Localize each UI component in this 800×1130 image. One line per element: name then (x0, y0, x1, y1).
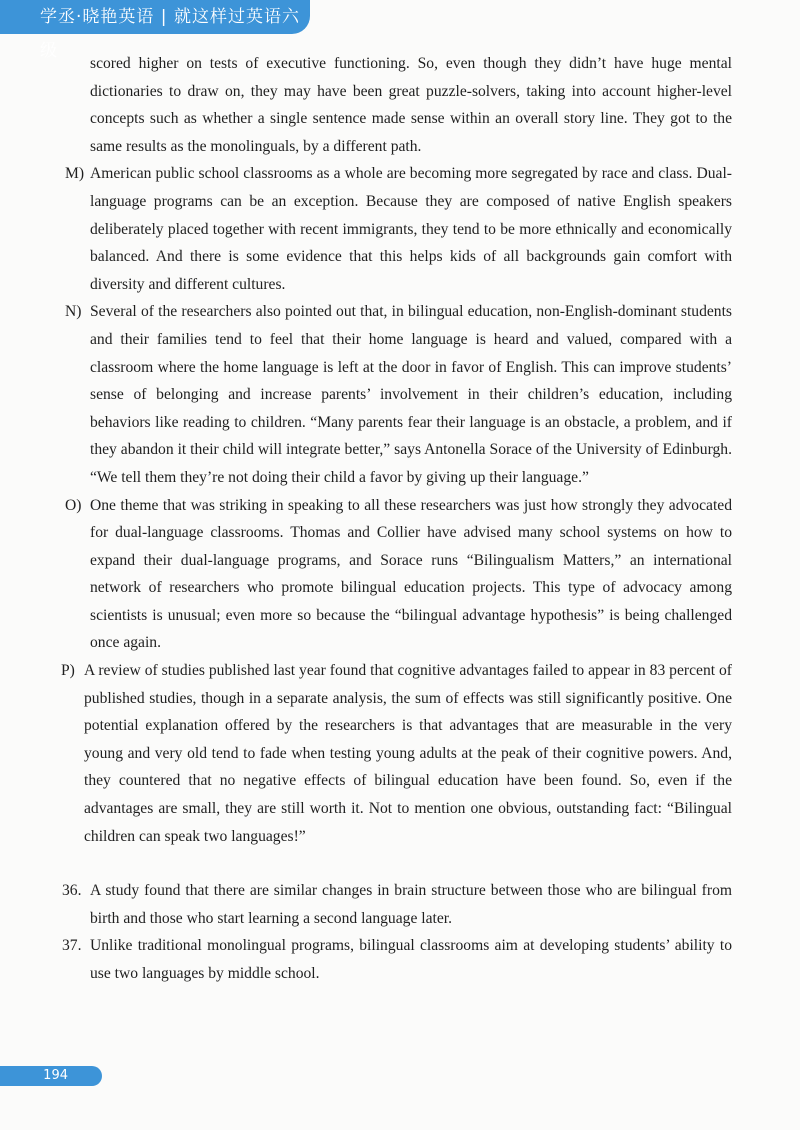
paragraph-text: One theme that was striking in speaking to all these researchers was just how strongly they advocated for dual-language classrooms. Thomas and Collier have advised many school systems on how to expand their dual-language programs, and Sorace runs “Bilingualism Matters,” an international network of researchers who promote bilingual education projects. This type of advocacy among scientists is unusual; even more so because the “bilingual advantage hypothesis” is being challenged once again. (90, 496, 732, 652)
paragraph-continuation: scored higher on tests of executive functioning. So, even though they didn’t have huge mental dictionaries to draw on, they may have been great puzzle-solvers, taking into account higher-level concepts such as whether a single sentence made sense within an overall story line. They got to the same results as the monolinguals, by a different path. (90, 55, 732, 155)
paragraph-letter: N) (65, 303, 82, 321)
page-content (0, 50, 800, 988)
paragraph-n (65, 298, 732, 491)
page-number: 194 (43, 1068, 68, 1083)
question-text: Unlike traditional monolingual programs, bilingual classrooms aim at developing students’ ability to use two languages by middle school. (90, 937, 732, 982)
question-item (62, 877, 732, 932)
paragraph-p (61, 657, 732, 850)
paragraph-letter: P) (61, 662, 75, 680)
page-header-tab (0, 0, 310, 61)
paragraph-m (65, 160, 732, 298)
paragraph-o (65, 492, 732, 658)
question-item (62, 932, 732, 987)
paragraph-text: American public school classrooms as a whole are becoming more segregated by race and class. Dual-language programs can be an exception. Because they are composed of native English speakers deliberately placed together with recent immigrants, they tend to be more ethnically and economically balanced. And there is some evidence that this helps kids of all backgrounds gain comfort with diversity and different cultures. (90, 165, 732, 293)
header-title: 学丞·晓艳英语 | 就这样过英语六级 (40, 7, 300, 61)
question-text: A study found that there are similar changes in brain structure between those who are bilingual from birth and those who start learning a second language later. (90, 882, 732, 927)
paragraph-text: Several of the researchers also pointed out that, in bilingual education, non-English-dominant students and their families tend to feel that their home language is heard and valued, compared with a classroom where the home language is left at the door in favor of English. This can improve students’ sense of belonging and increase parents’ involvement in their children’s education, including behaviors like reading to children. “Many parents fear their language is an obstacle, a problem, and if they abandon it their child will integrate better,” says Antonella Sorace of the University of Edinburgh. “We tell them they’re not doing their child a favor by giving up their language.” (90, 303, 732, 486)
paragraph-text: A review of studies published last year found that cognitive advantages failed to appear in 83 percent of published studies, though in a separate analysis, the sum of effects was still significantly positive. One potential explanation offered by the researchers is that advantages that are measurable in the very young and very old tend to fade when testing young adults at the peak of their cognitive powers. And, they countered that no negative effects of bilingual education have been found. So, even if the advantages are small, they are still worth it. Not to mention one obvious, outstanding fact: “Bilingual children can speak two languages!” (84, 662, 732, 845)
question-number: 37. (62, 937, 82, 955)
page-number-badge (0, 1066, 102, 1086)
question-number: 36. (62, 882, 82, 900)
questions-list (0, 877, 800, 987)
paragraph-letter: M) (65, 165, 85, 183)
paragraph-letter: O) (65, 496, 82, 514)
